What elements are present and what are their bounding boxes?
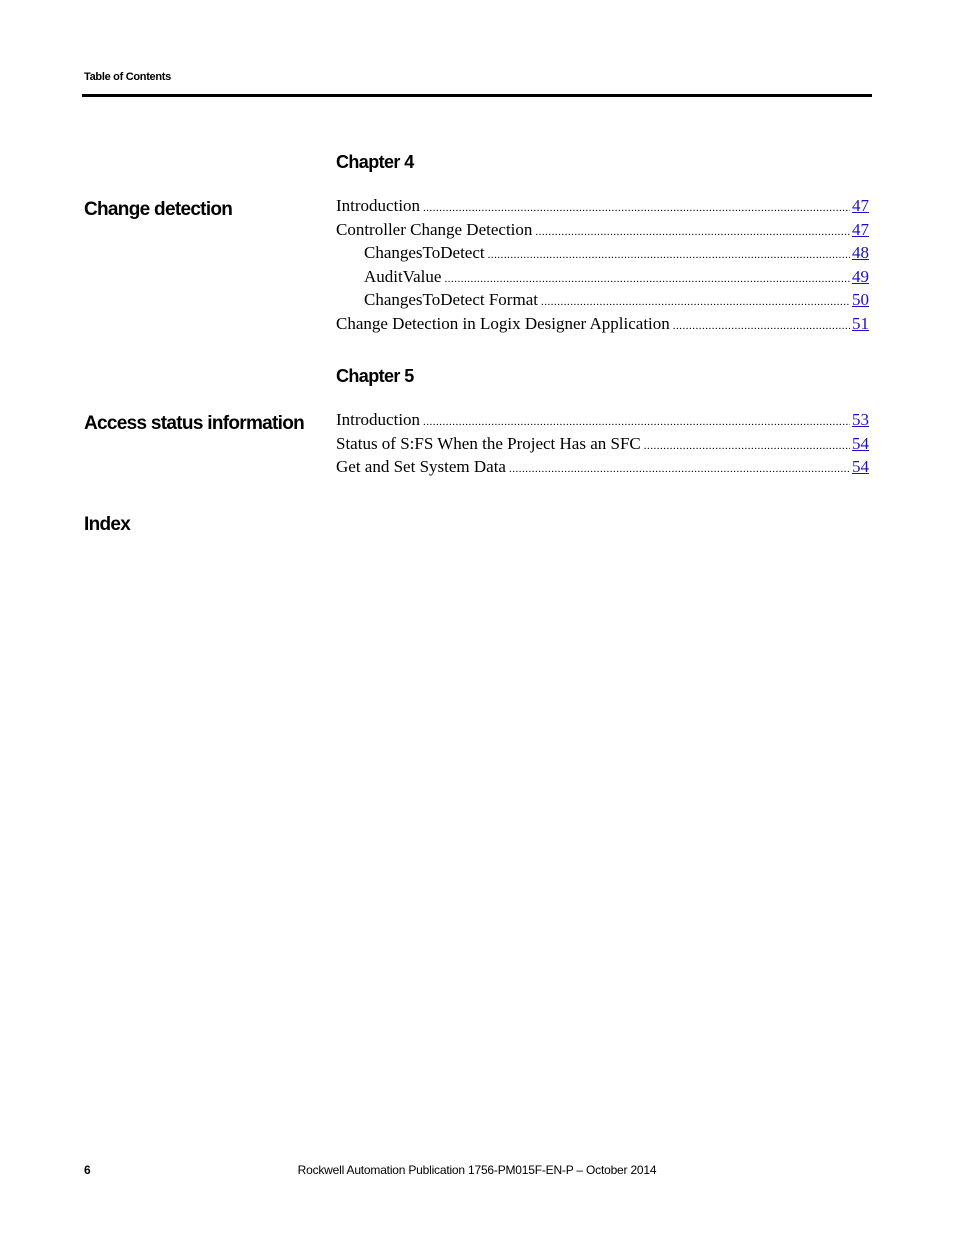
toc-page-link[interactable]: 47 bbox=[852, 219, 869, 239]
header-rule bbox=[82, 94, 872, 97]
toc-entry-text: Get and Set System Data bbox=[336, 457, 506, 476]
toc-entry bbox=[336, 434, 869, 458]
toc-entry-text: Introduction bbox=[336, 196, 421, 215]
chapter-5-label: Chapter 5 bbox=[336, 366, 414, 386]
toc-subentry bbox=[336, 243, 869, 267]
dot-leader bbox=[488, 249, 850, 261]
toc-entry-text: AuditValue bbox=[364, 266, 442, 286]
toc-page-link[interactable]: 54 bbox=[852, 433, 869, 453]
footer-publication: Rockwell Automation Publication 1756-PM015F-EN-P – October 2014 bbox=[297, 1163, 657, 1177]
toc-entry bbox=[336, 457, 869, 481]
dot-leader bbox=[423, 202, 850, 214]
index-heading: Index bbox=[84, 514, 131, 535]
toc-page-link[interactable]: 47 bbox=[852, 196, 869, 215]
footer-page-number: 6 bbox=[84, 1163, 91, 1177]
dot-leader bbox=[541, 296, 850, 308]
toc-page-link[interactable]: 53 bbox=[852, 410, 869, 429]
chapter-4-label: Chapter 4 bbox=[336, 152, 414, 172]
dot-leader bbox=[535, 226, 850, 238]
dot-leader bbox=[423, 416, 850, 428]
toc-entry-text: ChangesToDetect Format bbox=[364, 290, 538, 309]
toc-entry bbox=[336, 410, 869, 434]
toc-entry-text: ChangesToDetect bbox=[364, 243, 485, 262]
toc-page-link[interactable]: 48 bbox=[852, 243, 869, 262]
toc-entry-text: Change Detection in Logix Designer Application bbox=[336, 313, 670, 333]
dot-leader bbox=[644, 440, 850, 452]
toc-subentry bbox=[336, 267, 869, 291]
chapter-5-title: Access status information bbox=[84, 413, 305, 434]
dot-leader bbox=[509, 463, 850, 475]
chapter-5-toc-list bbox=[336, 410, 869, 481]
toc-entry-text: Introduction bbox=[336, 410, 421, 429]
toc-page-link[interactable]: 49 bbox=[852, 266, 869, 286]
toc-entry-text: Status of S:FS When the Project Has an SFC bbox=[336, 433, 641, 453]
toc-entry bbox=[336, 196, 869, 220]
toc-entry-text: Controller Change Detection bbox=[336, 219, 533, 239]
toc-page-link[interactable]: 50 bbox=[852, 290, 869, 309]
dot-leader bbox=[444, 273, 850, 285]
running-head: Table of Contents bbox=[84, 71, 171, 83]
toc-entry bbox=[336, 220, 869, 244]
toc-page-link[interactable]: 54 bbox=[852, 457, 869, 476]
toc-subentry bbox=[336, 290, 869, 314]
dot-leader bbox=[673, 320, 850, 332]
chapter-4-toc-list bbox=[336, 196, 869, 337]
chapter-4-title: Change detection bbox=[84, 199, 233, 220]
toc-page-link[interactable]: 51 bbox=[852, 313, 869, 333]
toc-entry bbox=[336, 314, 869, 338]
